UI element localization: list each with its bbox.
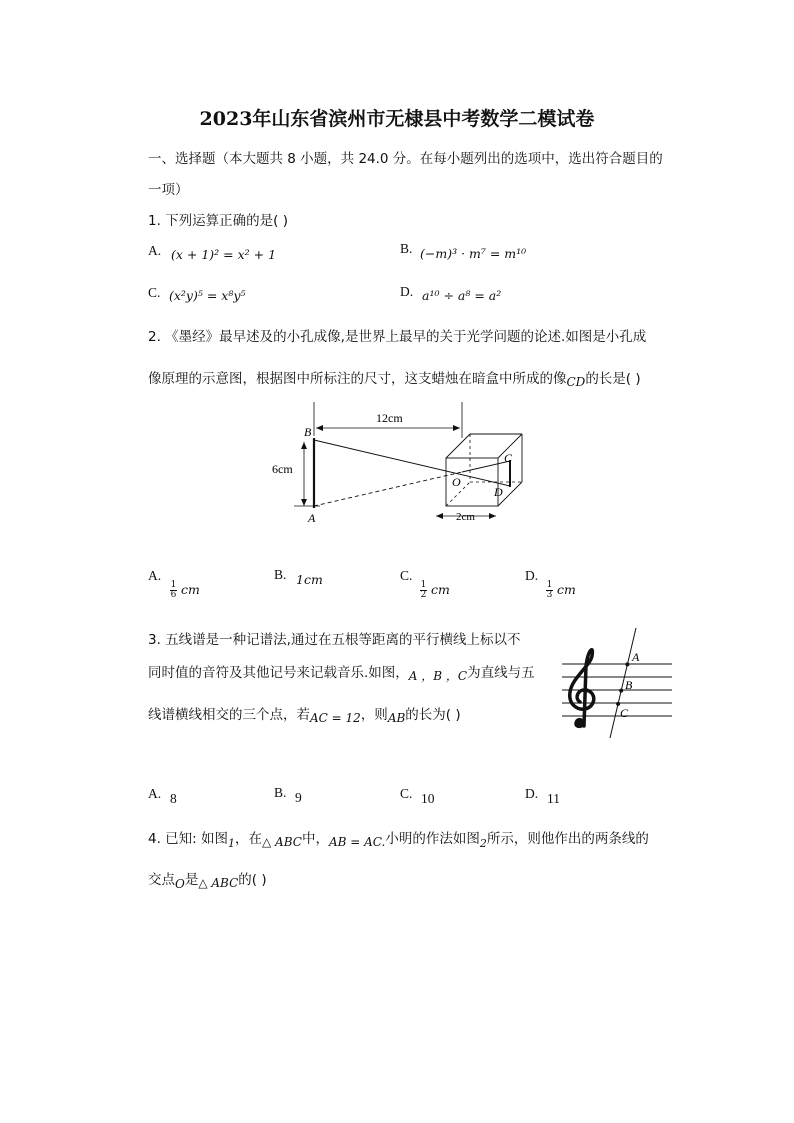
- q1-option-c: (x²y)⁵ = x⁸y⁵: [169, 288, 246, 303]
- q2-option-c: [420, 581, 450, 600]
- frac-num: 1: [170, 580, 177, 590]
- staff-point-c: C: [620, 706, 629, 720]
- q2-option-a: [170, 581, 200, 600]
- q3-option-b-label: B.: [274, 785, 287, 800]
- q3-line3: [148, 703, 461, 723]
- q3-text-tail: 为直线与五: [467, 665, 535, 681]
- q4-triangle: △ ABC: [262, 835, 302, 849]
- q4-text: 交点: [148, 872, 175, 888]
- q3-option-c-label: C.: [400, 786, 413, 801]
- q4-text: 4. 已知: 如图: [148, 831, 229, 847]
- q3-line2: [148, 661, 535, 681]
- q3-text-tail: 的长为( ): [405, 707, 461, 723]
- q1-option-b: (−m)³ · m⁷ = m¹⁰: [420, 246, 527, 261]
- q2-option-d: [546, 581, 576, 600]
- q3-option-a: 8: [170, 791, 177, 806]
- q2-option-b: 1cm: [296, 572, 323, 587]
- frac-den: 6: [170, 590, 177, 600]
- q1-option-d-label: D.: [400, 284, 414, 299]
- q4-text: 所示，则他作出的两条线的: [486, 831, 649, 847]
- q2-option-a-label: A.: [148, 568, 162, 583]
- q4-var-o: O: [175, 877, 185, 891]
- point-c-label: C: [504, 451, 513, 465]
- q2-stem-text: 像原理的示意图，根据图中所标注的尺寸，这支蜡烛在暗盒中所成的像: [148, 371, 567, 387]
- q1-option-c-label: C.: [148, 285, 161, 300]
- q2-stem-tail: 的长是( ): [585, 371, 641, 387]
- point-d-label: D: [494, 485, 503, 499]
- q3-condition: AC = 12: [310, 711, 361, 725]
- dim-6cm-label: 6cm: [272, 462, 293, 476]
- q4-fig1-ref: 1: [228, 837, 236, 850]
- q4-text: 小明的作法如图: [385, 831, 480, 847]
- q3-option-a-label: A.: [148, 786, 162, 801]
- q3-option-d-label: D.: [525, 786, 539, 801]
- page-title: 2023年山东省滨州市无棣县中考数学二模试卷: [199, 108, 595, 130]
- q1-option-a-label: A.: [148, 243, 162, 258]
- staff-point-a: A: [632, 650, 640, 664]
- point-b-label: B: [304, 425, 312, 439]
- frac-num: 1: [546, 580, 553, 590]
- dim-12cm-label: 12cm: [376, 411, 403, 425]
- q4-line2: [148, 868, 267, 891]
- q3-text: 线谱横线相交的三个点，若: [148, 707, 310, 723]
- q3-line1: 3. 五线谱是一种记谱法,通过在五根等距离的平行横线上标以不: [148, 632, 521, 648]
- q3-vars: A ，B ，C: [408, 669, 468, 683]
- q2-var-cd: CD: [566, 375, 586, 389]
- unit: cm: [556, 582, 576, 597]
- point-o-label: O: [452, 475, 461, 489]
- q3-text: 同时值的音符及其他记号来记载音乐.如图，: [148, 665, 409, 681]
- frac-den: 3: [546, 590, 553, 600]
- q4-text: 的( ): [238, 872, 267, 888]
- q3-option-d: 11: [547, 791, 560, 806]
- dim-2cm-label: 2cm: [456, 511, 475, 523]
- q4-line1: [148, 827, 649, 850]
- staff-point-b: B: [625, 678, 633, 692]
- q1-option-d: a¹⁰ ÷ a⁸ = a²: [422, 288, 502, 303]
- q2-stem-line2: [148, 367, 641, 387]
- q2-option-b-label: B.: [274, 567, 287, 582]
- q3-option-b: 9: [295, 790, 302, 805]
- point-a-label: A: [308, 511, 316, 525]
- music-staff-diagram: [558, 626, 676, 742]
- q4-fig2-ref: 2: [479, 837, 487, 850]
- q4-text: ，在: [235, 831, 263, 847]
- q1-stem: 1. 下列运算正确的是( ): [148, 213, 288, 229]
- q3-option-c: 10: [421, 791, 435, 806]
- q3-text: ，则: [360, 707, 388, 723]
- q2-stem-line1: 2. 《墨经》最早述及的小孔成像,是世界上最早的关于光学问题的论述.如图是小孔成: [148, 329, 647, 345]
- pinhole-camera-diagram: [270, 398, 530, 530]
- unit: cm: [180, 582, 200, 597]
- unit: cm: [430, 582, 450, 597]
- q1-option-b-label: B.: [400, 241, 413, 256]
- q4-text: 是: [184, 872, 199, 888]
- frac-den: 2: [420, 590, 427, 600]
- q1-option-a: (x + 1)² = x² + 1: [171, 247, 277, 262]
- q3-var-ab: AB: [387, 711, 406, 725]
- section-header-line1: 一、选择题（本大题共 8 小题，共 24.0 分。在每小题列出的选项中，选出符合题目的: [148, 151, 663, 167]
- q2-option-c-label: C.: [400, 568, 413, 583]
- section-header-line2: 一项）: [148, 182, 189, 198]
- q2-option-d-label: D.: [525, 568, 539, 583]
- q4-equation: AB = AC.: [328, 835, 386, 849]
- frac-num: 1: [420, 580, 427, 590]
- q4-triangle: △ ABC: [198, 876, 239, 890]
- q4-text: 中，: [301, 831, 329, 847]
